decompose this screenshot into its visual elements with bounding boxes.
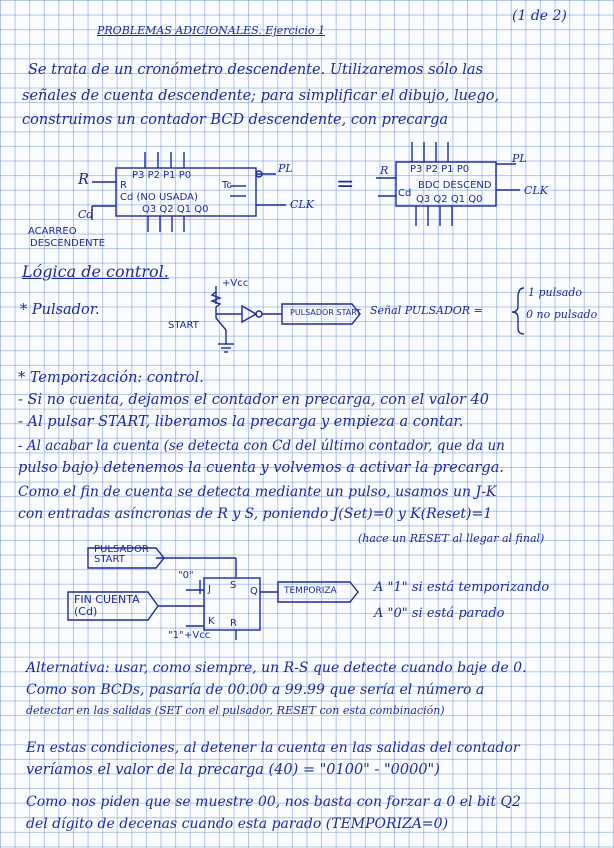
alt-line-3: detectar en las salidas (SET con el pulsador, RESET con esta combinación) — [26, 704, 445, 717]
jk-zero-label: "0" — [178, 570, 194, 581]
jk-q: Q — [250, 586, 258, 597]
pulsador-circuit — [212, 286, 524, 352]
counter-right-cd: Cd — [398, 188, 412, 199]
vcc-label: +Vcc — [222, 278, 249, 289]
temp-heading: * Temporización: control. — [18, 370, 204, 386]
final-line-1: En estas condiciones, al detener la cuenta en las salidas del contador — [26, 740, 520, 756]
counter-left-tc: Tc — [222, 180, 232, 191]
counter-right-pl: PL — [512, 152, 527, 165]
counter-right-inputs: P3 P2 P1 P0 — [410, 164, 470, 175]
jk-note-0: A "0" si está parado — [374, 606, 505, 621]
counter-left-clk: CLK — [290, 198, 314, 211]
jk-one-label: "1" — [168, 630, 184, 641]
page-title: PROBLEMAS ADICIONALES. Ejercicio 1 — [97, 24, 325, 37]
pulsador-heading: * Pulsador. — [20, 302, 100, 318]
final-line-3: Como nos piden que se muestre 00, nos basta con forzar a 0 el bit Q2 — [26, 794, 521, 810]
intro-line-1: Se trata de un cronómetro descendente. Utilizaremos sólo las — [28, 62, 483, 78]
temp-line-2: - Al pulsar START, liberamos la precarga y empieza a contar. — [18, 414, 464, 430]
counter-left-cd: Cd (NO USADA) — [120, 192, 198, 203]
jk-s: S — [230, 580, 237, 591]
jk-note-1: A "1" si está temporizando — [374, 580, 550, 595]
intro-line-3: construimos un contador BCD descendente, con precarga — [22, 112, 449, 128]
equals-sign: = — [336, 172, 355, 197]
start-label: START — [168, 320, 199, 331]
temp-line-6: con entradas asíncronas de R y S, poniendo J(Set)=0 y K(Reset)=1 — [18, 506, 493, 522]
temp-line-3: - Al acabar la cuenta (se detecta con Cd del último contador, que da un — [18, 438, 505, 454]
counter-left-outputs: Q3 Q2 Q1 Q0 — [142, 204, 209, 215]
signal-option-1: 1 pulsado — [528, 286, 583, 299]
intro-line-2: señales de cuenta descendente; para simplificar el dibujo, luego, — [22, 88, 500, 104]
alt-line-2: Como son BCDs, pasaría de 00.00 a 99.99 que sería el número a — [26, 682, 485, 698]
pulsador-box-label: PULSADOR START — [290, 308, 362, 317]
jk-j: J — [208, 584, 211, 595]
counter-right-clk: CLK — [524, 184, 548, 197]
jk-out-label: TEMPORIZA — [284, 586, 337, 596]
jk-pulsador-label: PULSADOR START — [94, 544, 149, 565]
final-line-2: veríamos el valor de la precarga (40) = "0100" - "0000") — [26, 762, 440, 778]
temp-line-4: pulso bajo) detenemos la cuenta y volvemos a activar la precarga. — [18, 460, 504, 476]
alt-line-1: Alternativa: usar, como siempre, un R-S que detecte cuando baje de 0. — [26, 660, 527, 676]
signal-option-0: 0 no pulsado — [526, 308, 598, 321]
counter-left-pl: PL — [278, 162, 293, 175]
counter-left-inputs: P3 P2 P1 P0 — [132, 170, 192, 181]
temp-line-5: Como el fin de cuenta se detecta mediante un pulso, usamos un J-K — [18, 484, 497, 500]
acarreo-label: ACARREO — [28, 226, 77, 237]
temp-line-7: (hace un RESET al llegar al final) — [358, 532, 545, 545]
counter-right-r: R — [380, 164, 389, 177]
page-number: (1 de 2) — [512, 8, 567, 24]
descendente-label: DESCENDENTE — [30, 238, 106, 249]
jk-k: K — [208, 616, 215, 627]
counter-left-r: R — [120, 180, 127, 191]
counter-left-cd-pin: Cd — [78, 208, 94, 221]
temp-line-1: - Si no cuenta, dejamos el contador en precarga, con el valor 40 — [18, 392, 489, 408]
counter-left-r-pin: R — [78, 172, 89, 188]
signal-label: Señal PULSADOR = — [370, 304, 483, 317]
counter-right-outputs: Q3 Q2 Q1 Q0 — [416, 194, 483, 205]
counter-right-name: BDC DESCEND — [418, 180, 492, 191]
logic-heading: Lógica de control. — [22, 262, 169, 281]
jk-fin-label: FIN CUENTA (Cd) — [74, 593, 140, 618]
final-line-4: del dígito de decenas cuando esta parado (TEMPORIZA=0) — [26, 816, 449, 832]
jk-r: R — [230, 618, 237, 629]
jk-vcc-label: +Vcc — [184, 630, 211, 641]
